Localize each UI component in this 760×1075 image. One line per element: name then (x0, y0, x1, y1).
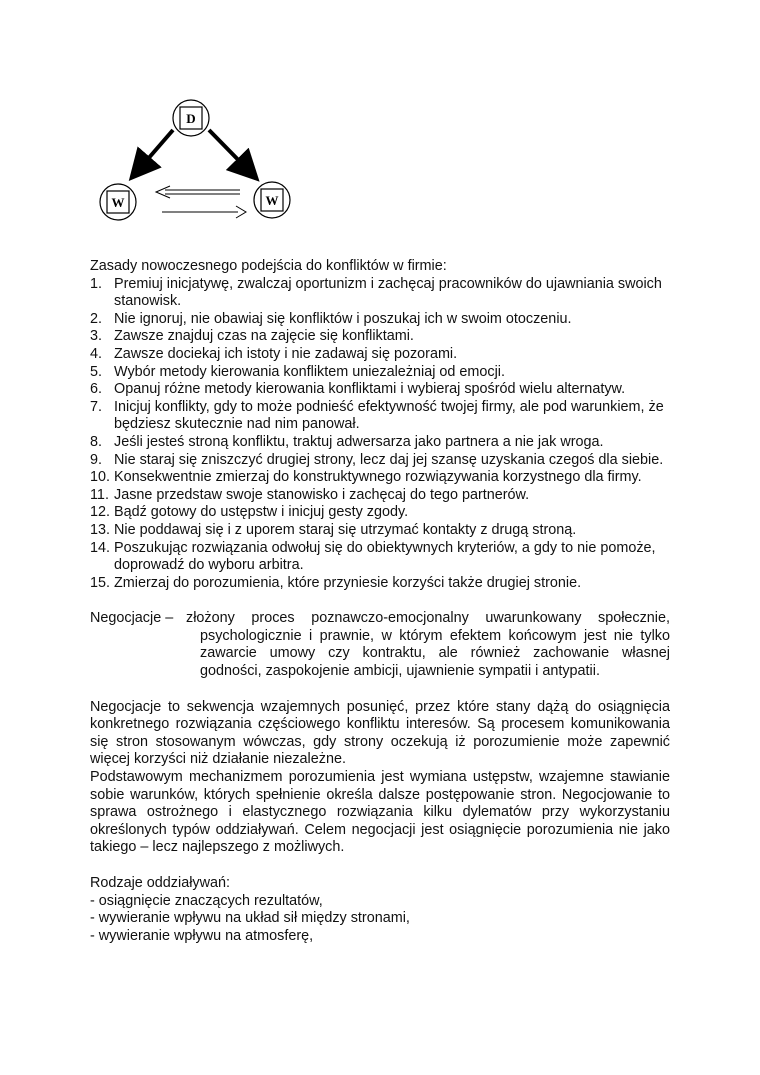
conflict-diagram (90, 96, 310, 236)
arrow-d-to-right (209, 130, 254, 176)
paragraph-sequence: Negocjacje to sekwencja wzajemnych posunięć, przez które stany dążą do osiągnięcia konkretnego rozwiązania częściowego konfliktu interesów. Są procesem komunikowania się stron stosowanym wówczas, gdy strony oczekują iż porozumienie może zapewnić więcej korzyści niż działanie niezależne. (90, 698, 670, 768)
rule-item: 6. Opanuj różne metody kierowania konfliktami i wybieraj spośród wielu alternatyw. (90, 381, 626, 398)
node-w-right (254, 182, 290, 218)
rules-list (90, 276, 670, 593)
arrow-right-to-left (156, 186, 240, 198)
negotiation-definition (90, 610, 670, 680)
node-w-right-label: W (265, 193, 279, 208)
rule-item: 2. Nie ignoruj, nie obawiaj się konfliktów i poszukaj ich w swoim otoczeniu. (90, 310, 572, 327)
influence-item: - wywieranie wpływu na atmosferę, (90, 927, 314, 944)
rule-item: 8. Jeśli jesteś stroną konfliktu, traktuj adwersarza jako partnera a nie jak wroga. (90, 433, 604, 450)
document-body (90, 258, 670, 945)
rule-item: 11. Jasne przedstaw swoje stanowisko i zachęcaj do tego partnerów. (90, 486, 530, 503)
rule-item: 5. Wybór metody kierowania konfliktem uniezależniaj od emocji. (90, 363, 505, 380)
rules-heading: Zasady nowoczesnego podejścia do konfliktów w firmie: (90, 258, 447, 274)
rule-item: 4. Zawsze dociekaj ich istoty i nie zadawaj się pozorami. (90, 345, 458, 362)
rule-item: 7. Inicjuj konflikty, gdy to może podnieść efektywność twojej firmy, ale pod warunkiem, że będziesz skutecznie nad nim panował. (90, 398, 664, 433)
arrow-left-to-right (162, 206, 246, 218)
influence-item: - wywieranie wpływu na układ sił między stronami, (90, 910, 410, 927)
node-d (173, 100, 209, 136)
node-d-label: D (186, 111, 196, 126)
influence-heading: Rodzaje oddziaływań: (90, 875, 230, 891)
node-w-left-label: W (111, 195, 125, 210)
rule-item: 12. Bądź gotowy do ustępstw i inicjuj gesty zgody. (90, 504, 409, 521)
definition-rest: psychologicznie i prawnie, w którym efektem końcowym jest nie tylko zawarcie umowy czy kontraktu, ale również zachowanie własnej godności, zaspokojenie ambicji, ujawnienie sympatii i antypatii. (200, 627, 670, 680)
rule-item: 9. Nie staraj się zniszczyć drugiej strony, lecz daj jej szansę uzyskania czegoś dla siebie. (90, 451, 664, 468)
arrow-d-to-left (134, 130, 173, 175)
rule-item: 15. Zmierzaj do porozumienia, które przyniesie korzyści także drugiej stronie. (90, 574, 582, 591)
influence-list (90, 893, 670, 946)
definition-term: Negocjacje – (90, 610, 174, 627)
node-w-left (100, 184, 136, 220)
rule-item: 14. Poszukując rozwiązania odwołuj się do obiektywnych kryteriów, a gdy to nie pomoże, doprowadź do wyboru arbitra. (90, 539, 656, 574)
conflict-diagram-svg (90, 96, 310, 236)
influence-item: - osiągnięcie znaczących rezultatów, (90, 892, 323, 909)
rule-item: 13. Nie poddawaj się i z uporem staraj się utrzymać kontakty z drugą stroną. (90, 521, 577, 538)
definition-first-line: złożony proces poznawczo-emocjonalny uwarunkowany społecznie, (186, 610, 670, 627)
paragraph-mechanism: Podstawowym mechanizmem porozumienia jest wymiana ustępstw, wzajemne stawianie sobie warunków, których spełnienie określa dalsze postępowanie stron. Negocjowanie to sprawa ostrożnego i elastycznego rozwiązania kilku dylematów przy wykorzystaniu określonych typów oddziaływań. Celem negocjacji jest osiągnięcie porozumienia nie jako takiego – lecz najlepszego z możliwych. (90, 769, 670, 856)
rule-item: 1. Premiuj inicjatywę, zwalczaj oportunizm i zachęcaj pracowników do ujawniania swoich stanowisk. (90, 275, 662, 310)
rule-item: 3. Zawsze znajduj czas na zajęcie się konfliktami. (90, 328, 414, 345)
rule-item: 10. Konsekwentnie zmierzaj do konstruktywnego rozwiązywania korzystnego dla firmy. (90, 469, 642, 486)
